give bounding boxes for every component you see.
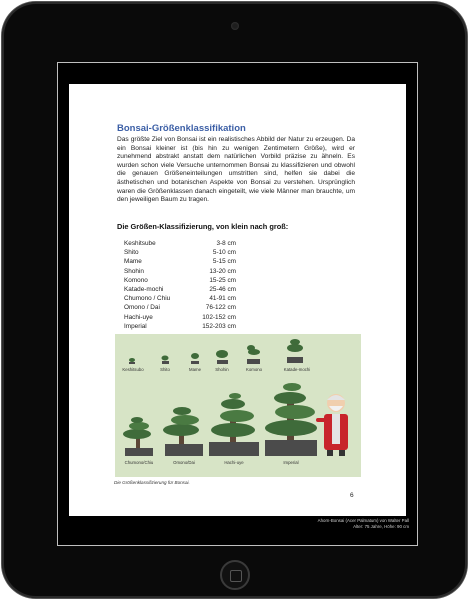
book-page[interactable] [69, 84, 406, 516]
label-mame: Mame [189, 367, 201, 372]
size-list-heading: Die Größen-Klassifizierung, von klein nach groß: [117, 222, 289, 231]
bonsai-omono [163, 407, 203, 456]
size-row [124, 294, 236, 303]
size-row [124, 285, 236, 294]
size-range: 102-152 cm [202, 313, 236, 321]
bonsai-shito [162, 356, 170, 365]
page-number: 6 [350, 492, 354, 499]
size-range: 5-10 cm [212, 249, 236, 257]
size-range: 76-122 cm [205, 304, 236, 312]
man-figure [316, 394, 348, 456]
photo-credit-line-2: Alter: 75 Jahre, Höhe: 90 cm [353, 524, 409, 529]
size-table [124, 239, 236, 331]
size-name: Komono [124, 276, 148, 284]
label-shito: Shito [160, 367, 170, 372]
photo-credit [318, 518, 409, 530]
tablet-frame [2, 2, 467, 598]
size-range: 3-8 cm [216, 240, 236, 247]
size-name: Shito [124, 249, 139, 257]
label-katade-mochi: Katade-mochi [283, 367, 311, 372]
bonsai-hachi-uye [209, 393, 259, 456]
size-name: Katade-mochi [124, 285, 164, 293]
size-range: 13-20 cm [209, 267, 236, 275]
photo-credit-line-1: Ahorn-Bonsai (Acer Palmatum) von Walter Pall [317, 518, 409, 523]
size-row [124, 303, 236, 312]
label-shohin: Shohin [215, 367, 229, 372]
size-name: Imperial [124, 322, 147, 330]
bonsai-mame [191, 353, 199, 364]
size-name: Mame [124, 258, 142, 266]
intro-paragraph: Das größte Ziel von Bonsai ist ein realistisches Abbild der Natur zu erzeugen. Da ein Bonsai kleiner ist (bis hin zu wenigen Zentimetern Größe), wird er zunehmend abstrakt anstatt dem natürlichen Vorbild präzise zu ähneln. Es wurden schon viele Versuche unternommen Bonsai zu klassifizieren und obwohl die genauen Größeneinteilungen umstritten sind, helfen sie dabei die ästhetischen und botanischen Aspekte von Bonsai zu verstehen. Ursprünglich waren die Größenklassen danach eingeteilt, wie viele Männer man brauchte, um den jeweiligen Baum zu tragen. [117, 136, 355, 204]
bonsai-katade-mochi [287, 339, 303, 363]
size-row [124, 276, 236, 285]
size-range: 152-203 cm [202, 322, 236, 330]
label-hachi-uye: Hachi-uye [224, 460, 244, 465]
bonsai-shohin [216, 350, 228, 364]
size-row [124, 239, 236, 248]
size-name: Shohin [124, 267, 144, 275]
figure-caption: Die Größenklassifizierung für Bonsai. [114, 480, 190, 485]
bonsai-chumono [123, 417, 153, 456]
camera-icon [231, 22, 239, 30]
bonsai-komono [247, 345, 260, 364]
size-row [124, 322, 236, 331]
home-button[interactable] [220, 560, 250, 590]
bonsai-illustration-svg [115, 334, 361, 477]
size-range: 25-46 cm [209, 285, 236, 293]
size-name: Omono / Dai [124, 304, 160, 312]
size-row [124, 248, 236, 257]
label-chumono: Chumono/Chiu [124, 460, 154, 465]
size-row [124, 267, 236, 276]
bonsai-imperial [265, 383, 317, 456]
size-name: Keshitsube [124, 240, 156, 247]
section-title: Bonsai-Größenklassifikation [117, 123, 246, 134]
label-omono: Omono/Dai [173, 460, 195, 465]
tablet-screen [57, 62, 418, 546]
bonsai-keshitsubo [129, 358, 135, 364]
size-name: Chumono / Chiu [124, 295, 171, 303]
size-name: Hachi-uye [124, 313, 153, 321]
size-range: 15-25 cm [209, 276, 236, 284]
size-range: 41-91 cm [209, 295, 236, 303]
label-keshitsubo: Keshitsubo [122, 367, 144, 372]
size-row [124, 313, 236, 322]
label-imperial: Imperial [283, 460, 299, 465]
label-komono: Komono [245, 367, 263, 372]
bonsai-size-illustration [115, 334, 361, 477]
size-range: 5-15 cm [212, 258, 236, 266]
size-row [124, 257, 236, 266]
